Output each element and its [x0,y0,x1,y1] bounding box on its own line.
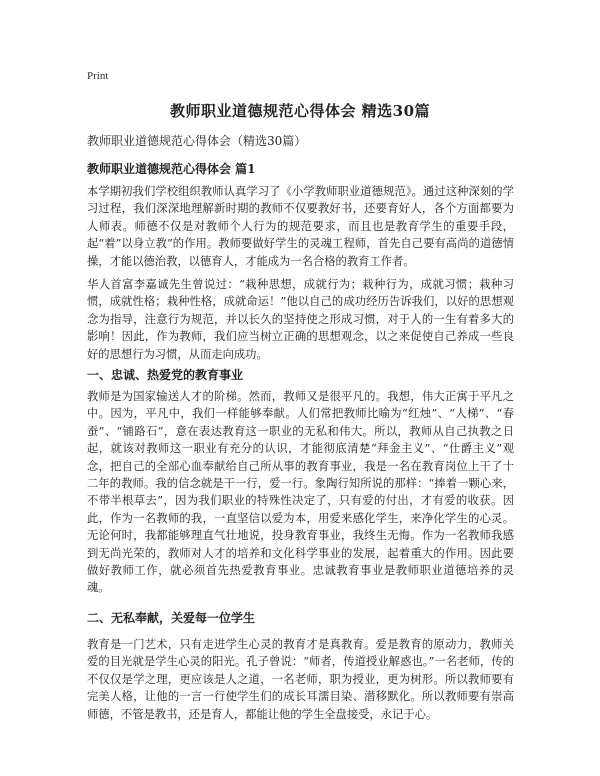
paragraph-3: 教师是为国家输送人才的阶梯。然而，教师又是很平凡的。我想，伟大正寓于平凡之中。因为，平凡中，我们一样能够奉献。人们常把教师比喻为“红烛”、“人梯”、“春蚕”、“铺路石”，意在表达教育这一职业的无私和伟大。所以，教师从自己执教之日起，就该对教师这一职业有充分的认识，才能彻底清楚“拜金主义”、“仕爵主义”观念，把自己的全部心血奉献给自己所从事的教育事业，我是一名在教育岗位上干了十二年的教师。我的信念就是干一行，爱一行。象陶行知所说的那样：“捧着一颗心来，不带半根草去”，因为我们职业的特殊性决定了，只有爱的付出，才有爱的收获。因此，作为一名教师的我，一直坚信以爱为本，用爱来感化学生，来净化学生的心灵。无论何时，我都能够理直气壮地说，投身教育事业，我终生无悔。作为一名教师我感到无尚光荣的，教师对人才的培养和文化科学事业的发展，起着重大的作用。因此要做好教师工作，就必须首先热爱教育事业。忠诚教育事业是教师职业道德培养的灵魂。 [87,390,514,595]
document-subtitle: 教师职业道德规范心得体会（精选30篇） [87,134,307,148]
print-link[interactable]: Print [87,70,109,82]
article-title: 教师职业道德规范心得体会 篇1 [87,162,256,176]
paragraph-1: 本学期初我们学校组织教师认真学习了《小学教师职业道德规范》。通过这种深刻的学习过程，我们深深地理解新时期的教师不仅要教好书，还要育好人，各个方面都要为人师表。师德不仅是对教师个人行为的规范要求，而且也是教育学生的重要手段，起“着”以身立教”的作用。教师要做好学生的灵魂工程师，首先自己要有高尚的道德情操，才能以德治教，以德育人，才能成为一名合格的教育工作者。 [87,185,514,268]
page-title: 教师职业道德规范心得体会 精选30篇 [169,102,431,120]
paragraph-4: 教育是一门艺术，只有走进学生心灵的教育才是真教育。爱是教育的原动力，教师关爱的目光就是学生心灵的阳光。孔子曾说：“师者，传道授业解惑也。”一名老师，传的不仅仅是学之理，更应该是人之道，一名老师，职为授业，更为树形。所以教师要有完美人格，让他的一言一行使学生们的成长耳濡目染、潜移默化。所以教师要有崇高师德，不管是教书，还是育人，都能让他的学生全盘接受，永记于心。 [87,638,514,721]
paragraph-2: 华人首富李嘉诚先生曾说过：“栽种思想，成就行为；栽种行为，成就习惯；栽种习惯，成就性格；栽种性格，成就命运！”他以自己的成功经历告诉我们，以好的思想观念为指导，注意行为规范，并以长久的坚持使之形成习惯，对于人的一生有着多大的影响！因此，作为教师，我们应当树立正确的思想观念，以之来促使自己养成一些良好的思想行为习惯，从而走向成功。 [87,278,514,361]
section-heading-2: 二、无私奉献，关爱每一位学生 [87,611,256,625]
section-heading-1: 一、忠诚、热爱党的教育事业 [87,368,244,382]
